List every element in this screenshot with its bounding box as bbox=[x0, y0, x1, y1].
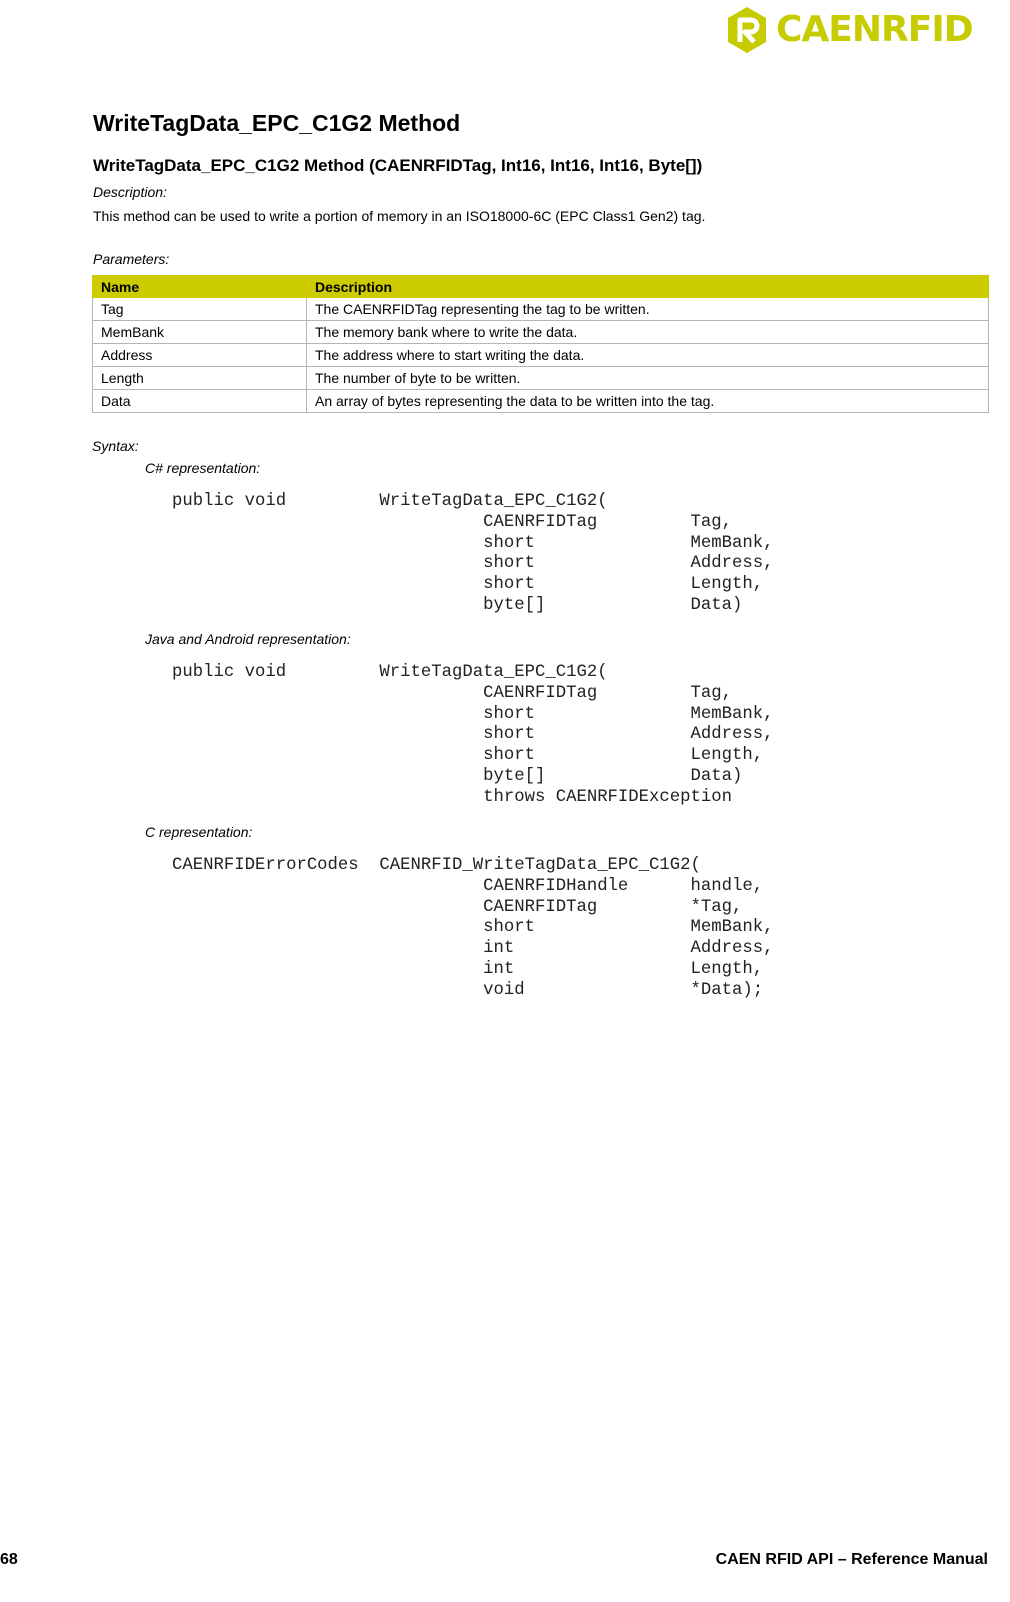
param-description: An array of bytes representing the data to be written into the tag. bbox=[307, 390, 989, 413]
caenrfid-logo bbox=[726, 4, 973, 56]
syntax-label: Syntax: bbox=[92, 438, 139, 454]
table-row bbox=[93, 298, 989, 321]
caenrfid-logo-icon bbox=[726, 6, 768, 54]
page-title: WriteTagData_EPC_C1G2 Method bbox=[93, 110, 461, 136]
c-label: C representation: bbox=[145, 824, 253, 840]
param-name: MemBank bbox=[93, 321, 307, 344]
footer-title: CAEN RFID API – Reference Manual bbox=[715, 1551, 988, 1568]
param-name: Address bbox=[93, 344, 307, 367]
description-text: This method can be used to write a portion of memory in an ISO18000-6C (EPC Class1 Gen2) tag. bbox=[93, 208, 706, 224]
column-header-name: Name bbox=[93, 276, 307, 298]
java-code-block: public void WriteTagData_EPC_C1G2( CAENRFIDTag Tag, short MemBank, short Address, short Length, byte[] Data) throws CAENRFIDException bbox=[172, 663, 774, 807]
table-row bbox=[93, 367, 989, 390]
page-number: 68 bbox=[0, 1551, 18, 1568]
column-header-description: Description bbox=[307, 276, 989, 298]
parameters-label: Parameters: bbox=[93, 251, 170, 267]
table-row bbox=[93, 344, 989, 367]
description-label: Description: bbox=[93, 184, 167, 200]
param-name: Data bbox=[93, 390, 307, 413]
param-name: Tag bbox=[93, 298, 307, 321]
csharp-label: C# representation: bbox=[145, 460, 261, 476]
method-signature-heading: WriteTagData_EPC_C1G2 Method (CAENRFIDTag, Int16, Int16, Int16, Byte[]) bbox=[93, 156, 703, 175]
table-row bbox=[93, 321, 989, 344]
table-row bbox=[93, 390, 989, 413]
logo-text: CAENRFID bbox=[776, 9, 973, 50]
c-code-block: CAENRFIDErrorCodes CAENRFID_WriteTagData_EPC_C1G2( CAENRFIDHandle handle, CAENRFIDTag *Tag, short MemBank, int Address, int Length, void *Data); bbox=[172, 856, 774, 1000]
java-label: Java and Android representation: bbox=[145, 631, 351, 647]
param-description: The memory bank where to write the data. bbox=[307, 321, 989, 344]
csharp-code-block: public void WriteTagData_EPC_C1G2( CAENRFIDTag Tag, short MemBank, short Address, short Length, byte[] Data) bbox=[172, 492, 774, 615]
param-description: The CAENRFIDTag representing the tag to be written. bbox=[307, 298, 989, 321]
table-header-row bbox=[93, 276, 989, 298]
param-description: The number of byte to be written. bbox=[307, 367, 989, 390]
param-name: Length bbox=[93, 367, 307, 390]
param-description: The address where to start writing the data. bbox=[307, 344, 989, 367]
parameters-table bbox=[92, 275, 989, 413]
